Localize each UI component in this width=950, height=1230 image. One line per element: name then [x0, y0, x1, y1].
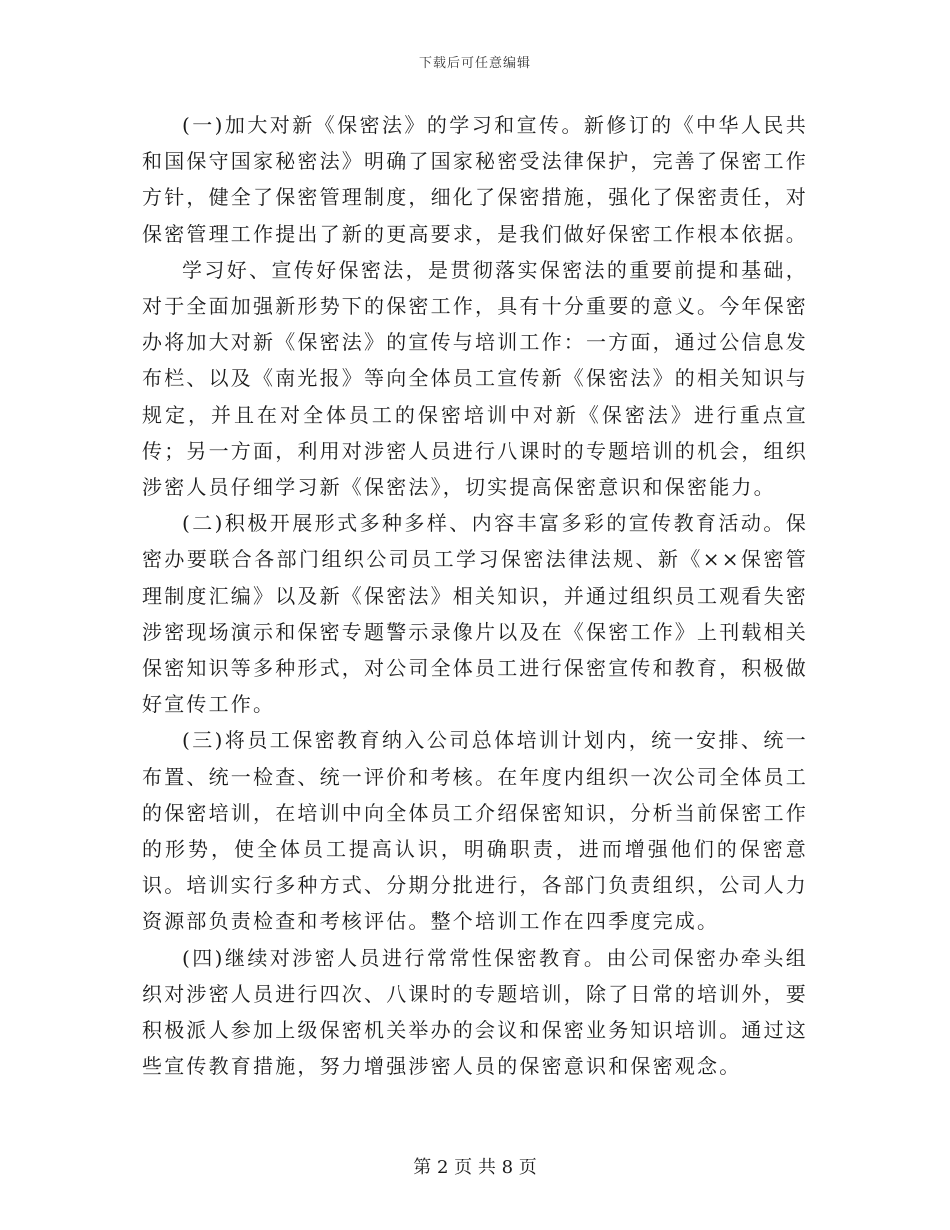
footer-current-page: 2 — [436, 1157, 449, 1178]
footer-total-pages: 8 — [501, 1157, 514, 1178]
document-body — [142, 107, 808, 1084]
footer-suffix: 页 — [518, 1157, 537, 1178]
paragraph-4: (三)将员工保密教育纳入公司总体培训计划内，统一安排、统一布置、统一检查、统一评价和考核。在年度内组织一次公司全体员工的保密培训，在培训中向全体员工介绍保密知识，分析当前保密工作的形势，使全体员工提高认识，明确职责，进而增强他们的保密意识。培训实行多种方式、分期分批进行，各部门负责组织，公司人力资源部负责检查和考核评估。整个培训工作在四季度完成。 — [142, 728, 808, 934]
paragraph-5: (四)继续对涉密人员进行常常性保密教育。由公司保密办牵头组织对涉密人员进行四次、八课时的专题培训，除了日常的培训外，要积极派人参加上级保密机关举办的会议和保密业务知识培训。通过这些宣传教育措施，努力增强涉密人员的保密意识和保密观念。 — [142, 945, 808, 1079]
page-number-footer — [0, 1153, 950, 1179]
paragraph-2: 学习好、宣传好保密法，是贯彻落实保密法的重要前提和基础，对于全面加强新形势下的保密工作，具有十分重要的意义。今年保密办将加大对新《保密法》的宣传与培训工作：一方面，通过公信息发布栏、以及《南光报》等向全体员工宣传新《保密法》的相关知识与规定，并且在对全体员工的保密培训中对新《保密法》进行重点宣传；另一方面，利用对涉密人员进行八课时的专题培训的机会，组织涉密人员仔细学习新《保密法》，切实提高保密意识和保密能力。 — [142, 257, 808, 500]
header-note: 下载后可任意编辑 — [418, 56, 531, 71]
paragraph-1: (一)加大对新《保密法》的学习和宣传。新修订的《中华人民共和国保守国家秘密法》明确了国家秘密受法律保护，完善了保密工作方针，健全了保密管理制度，细化了保密措施，强化了保密责任，对保密管理工作提出了新的更高要求，是我们做好保密工作根本依据。 — [142, 113, 808, 246]
footer-prefix: 第 — [413, 1157, 432, 1178]
paragraph-3: (二)积极开展形式多种多样、内容丰富多彩的宣传教育活动。保密办要联合各部门组织公司员工学习保密法律法规、新《××保密管理制度汇编》以及新《保密法》相关知识，并通过组织员工观看失密涉密现场演示和保密专题警示录像片以及在《保密工作》上刊载相关保密知识等多种形式，对公司全体员工进行保密宣传和教育，积极做好宣传工作。 — [142, 511, 808, 717]
footer-middle: 页 共 — [454, 1157, 496, 1178]
